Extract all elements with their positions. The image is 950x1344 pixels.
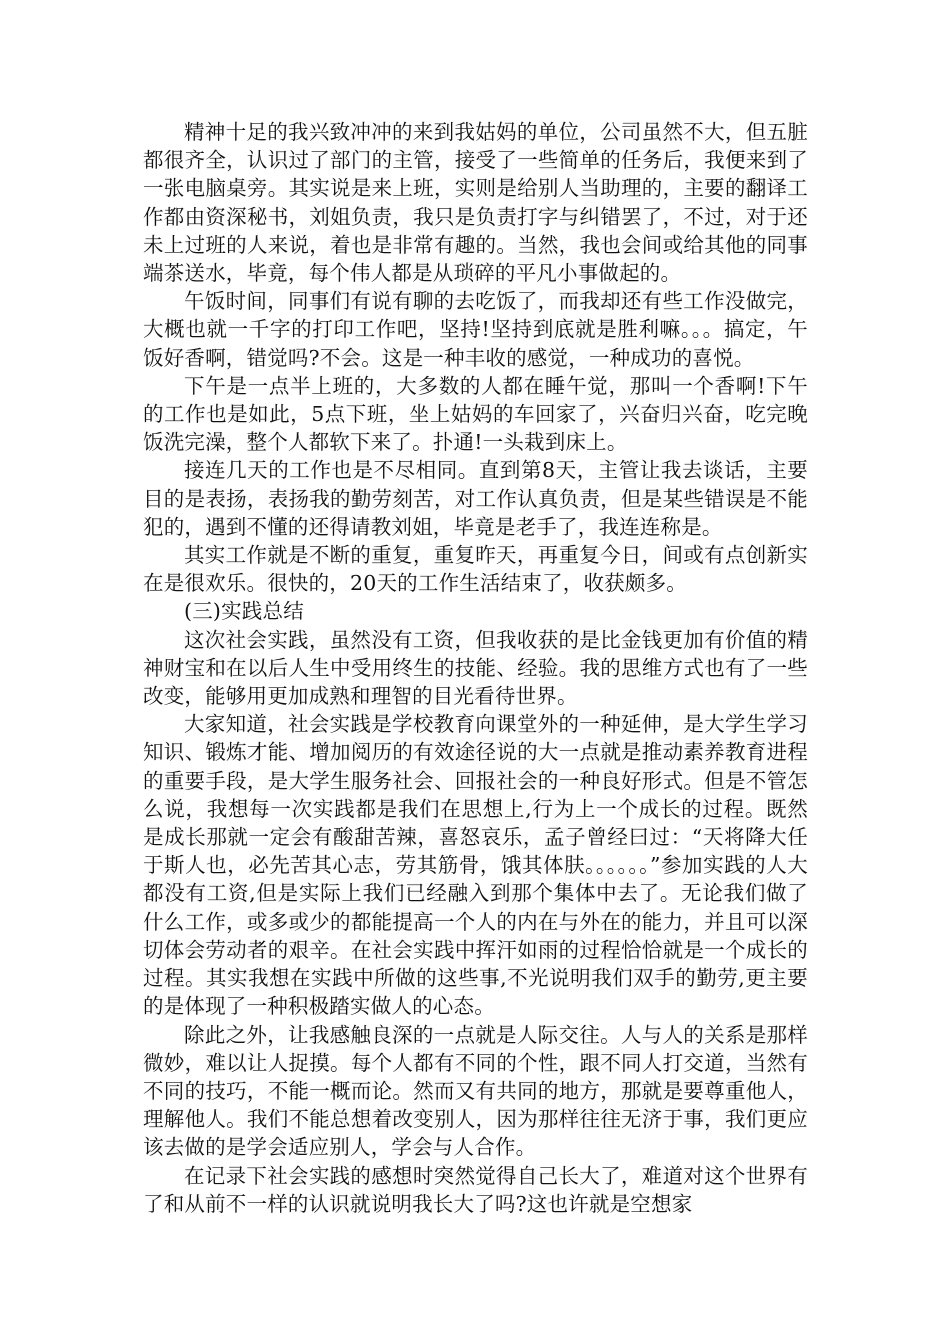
paragraph-internship-start: 精神十足的我兴致冲冲的来到我姑妈的单位，公司虽然不大，但五脏都很齐全，认识过了部门的主管，接受了一些简单的任务后，我便来到了一张电脑桌旁。其实说是来上班，实则是给别人当助理的，主要的翻译工作都由资深秘书，刘姐负责，我只是负责打字与纠错罢了，不过，对于还未上过班的人来说，着也是非常有趣的。当然，我也会间或给其他的同事端茶送水，毕竟，每个伟人都是从琐碎的平凡小事做起的。	[143, 120, 808, 286]
document-body	[143, 118, 808, 1218]
paragraph-interpersonal: 除此之外，让我感触良深的一点就是人际交往。人与人的关系是那样微妙，难以让人捉摸。每个人都有不同的个性，跟不同人打交道，当然有不同的技巧，不能一概而论。然而又有共同的地方，那就是要尊重他人，理解他人。我们不能总想着改变别人，因为那样往往无济于事，我们更应该去做的是学会适应别人，学会与人合作。	[143, 1022, 808, 1160]
paragraph-lunch: 午饭时间，同事们有说有聊的去吃饭了，而我却还有些工作没做完，大概也就一千字的打印工作吧，坚持!坚持到底就是胜利嘛。。。搞定，午饭好香啊，错觉吗?不会。这是一种丰收的感觉，一种成功的喜悦。	[143, 289, 808, 370]
paragraph-repetition: 其实工作就是不断的重复，重复昨天，再重复今日，间或有点创新实在是很欢乐。很快的，20天的工作生活结束了，收获颇多。	[143, 543, 808, 596]
paragraph-summary: 这次社会实践，虽然没有工资，但我收获的是比金钱更加有价值的精神财宝和在以后人生中受用终生的技能、经验。我的思维方式也有了一些改变，能够用更加成熟和理智的目光看待世界。	[143, 627, 808, 709]
section-heading: (三)实践总结	[184, 599, 304, 624]
paragraph-afternoon: 下午是一点半上班的，大多数的人都在睡午觉，那叫一个香啊!下午的工作也是如此，5点下班，坐上姑妈的车回家了，兴奋归兴奋，吃完晚饭洗完澡，整个人都软下来了。扑通!一头栽到床上。	[143, 373, 808, 455]
paragraph-day-eight: 接连几天的工作也是不尽相同。直到第8天，主管让我去谈话，主要目的是表扬，表扬我的勤劳刻苦，对工作认真负责，但是某些错误是不能犯的，遇到不懂的还得请教刘姐，毕竟是老手了，我连连称是。	[143, 458, 808, 539]
paragraph-social-practice: 大家知道，社会实践是学校教育向课堂外的一种延伸，是大学生学习知识、锻炼才能、增加阅历的有效途径说的大一点就是推动素养教育进程的重要手段，是大学生服务社会、回报社会的一种良好形式。但是不管怎么说，我想每一次实践都是我们在思想上,行为上一个成长的过程。既然是成长那就一定会有酸甜苦辣，喜怒哀乐，孟子曾经曰过：“天将降大任于斯人也，必先苦其心志，劳其筋骨，饿其体肤。。。。。。”参加实践的人大都没有工资,但是实际上我们已经融入到那个集体中去了。无论我们做了什么工作，或多或少的都能提高一个人的内在与外在的能力，并且可以深切体会劳动者的艰辛。在社会实践中挥汗如雨的过程恰恰就是一个成长的过程。其实我想在实践中所做的这些事,不光说明我们双手的勤劳,更主要的是体现了一种积极踏实做人的心态。	[143, 712, 808, 1019]
paragraph-growing-up: 在记录下社会实践的感想时突然觉得自己长大了，难道对这个世界有了和从前不一样的认识就说明我长大了吗?这也许就是空想家	[143, 1163, 808, 1216]
